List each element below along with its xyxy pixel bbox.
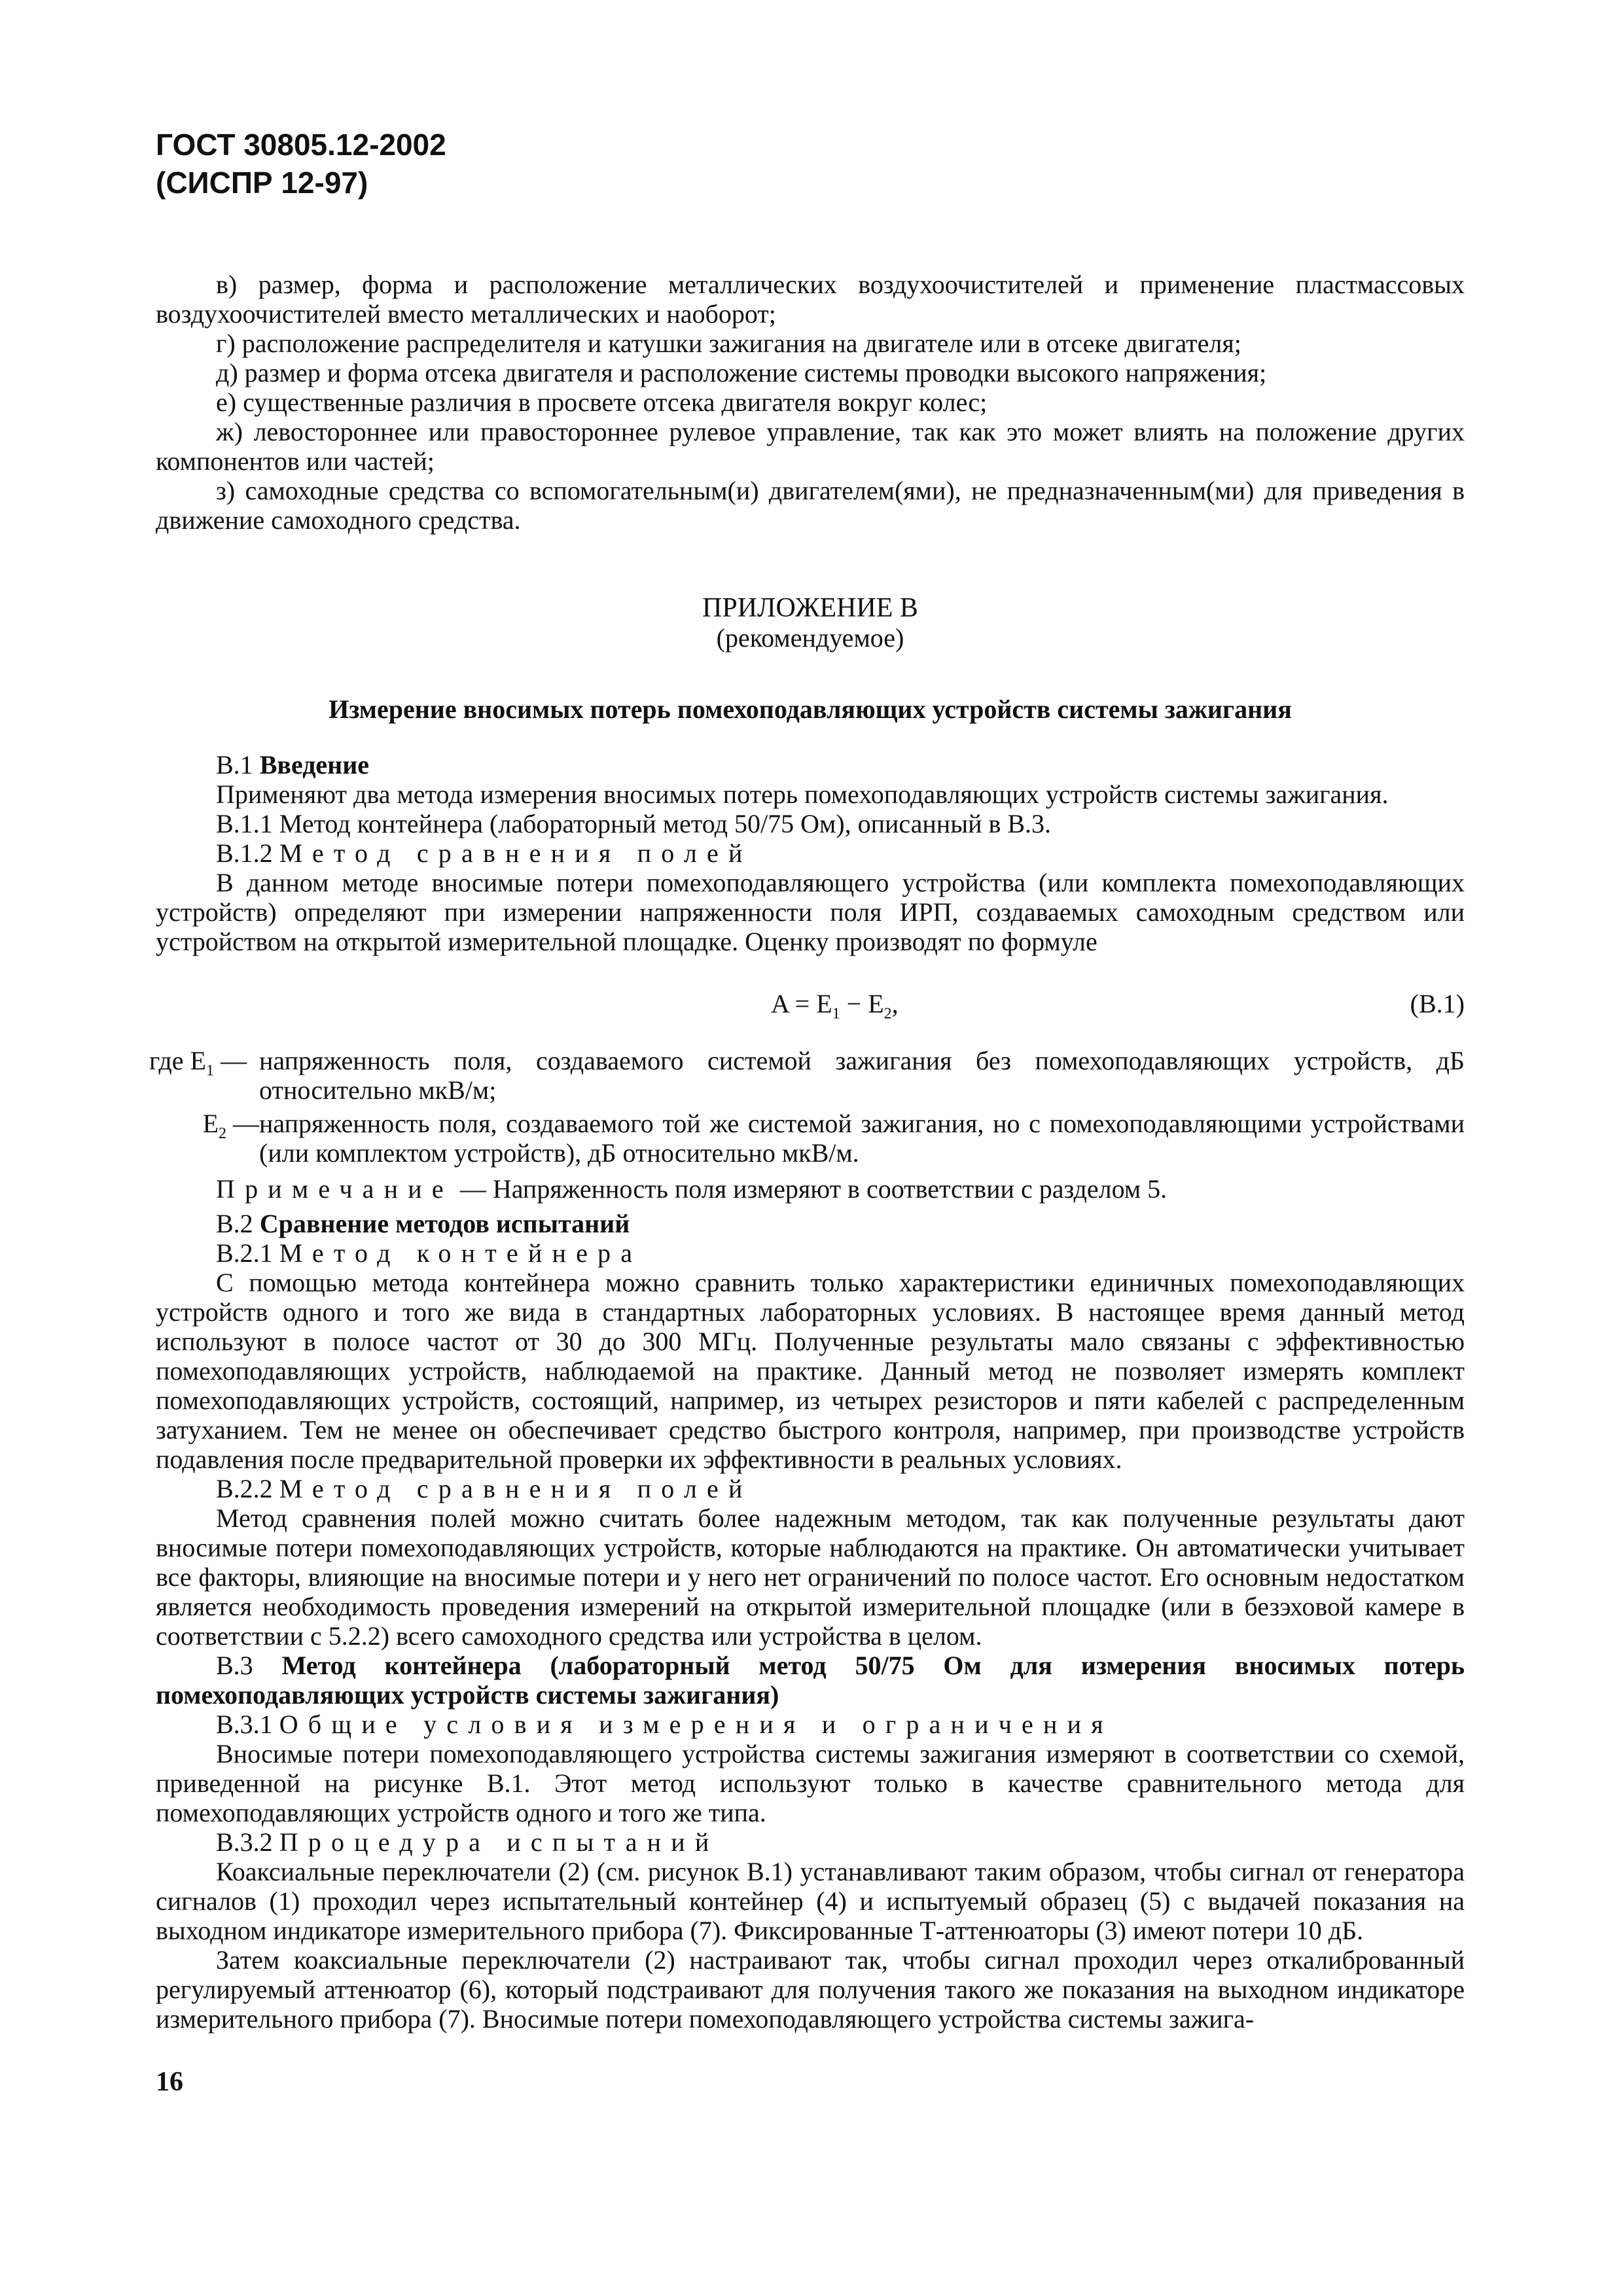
formula-expression [771,989,899,1022]
paragraph: В.1.1 Метод контейнера (лабораторный метод 50/75 Ом), описанный в В.3. [216,809,1052,838]
subsection-number: В.2.2 [216,1474,273,1503]
paragraph: С помощью метода контейнера можно сравнить только характеристики единичных помехоподавляющих устройств одного и того же вида в стандартных лабораторных условиях. В настоящее время данный метод используют в полосе частот от 30 до 300 МГц. Полученные результаты мало связаны с эффективностью помехоподавляющих устройств, наблюдаемой на практике. Данный метод не позволяет измерять комплект помехоподавляющих устройств, состоящий, например, из четырех резисторов и пяти кабелей с распределенным затуханием. Тем не менее он обеспечивает средство быстрого контроля, например, при производстве устройств подавления после предварительной проверки их эффективности в реальных условиях. [156,1268,1465,1474]
subsection-title: Метод сравнения полей [279,1474,753,1503]
standard-number: ГОСТ 30805.12-2002 [156,128,446,162]
subsection-heading [156,1827,1465,1857]
subsection-number: В.3.2 [216,1827,273,1857]
definition-sub: 1 [205,1062,214,1079]
section-heading-b3 [156,1651,1465,1710]
definition-text: напряженность поля, создаваемого той же системой зажигания, но с помехоподавляющими устройствами (или комплектом устройств), дБ относительно мкВ/м. [259,1109,1465,1168]
standard-equivalent: (СИСПР 12-97) [156,166,368,200]
appendix-heading: Измерение вносимых потерь помехоподавляющих устройств системы зажигания [329,694,1292,724]
paragraph: Затем коаксиальные переключатели (2) настраивают так, чтобы сигнал проходил через откалиброванный регулируемый аттенюатор (6), который подстраивают для получения такого же показания на выходном индикаторе измерительного прибора (7). Вносимые потери помехоподавляющего устройства системы зажига- [156,1945,1465,2034]
section-heading-b2 [156,1209,1465,1238]
list-item: в) размер, форма и расположение металлических воздухоочистителей и применение пластмассовых воздухоочистителей вместо металлических и наоборот; [156,270,1465,329]
definition-dash: — [226,1109,259,1138]
formula-minus: − E [840,989,884,1018]
definition-sub: 2 [219,1125,226,1142]
subsection-heading [156,1238,1465,1268]
subsection-title: Общие условия измерения и ограничения [279,1710,1113,1739]
definition-symbol: E [202,1109,219,1138]
list-item: д) размер и форма отсека двигателя и расположение системы проводки высокого напряжения; [216,358,1267,387]
paragraph: В данном методе вносимые потери помехоподавляющего устройства (или комплекта помехоподавляющих устройств) определяют при измерении напряженности поля ИРП, создаваемых самоходным средством или устройством на открытой измерительной площадке. Оценку производят по формуле [156,868,1465,956]
subsection-title: Процедура испытаний [279,1827,719,1857]
section-title: Метод контейнера (лабораторный метод 50/75 Ом для измерения вносимых потерь помехоподавляющих устройств системы зажигания) [156,1651,1465,1710]
list-item: г) расположение распределителя и катушки зажигания на двигателе или в отсеке двигателя; [216,329,1241,358]
subsection-title: Метод контейнера [279,1238,643,1268]
definition-text: напряженность поля, создаваемого системой зажигания без помехоподавляющих устройств, дБ относительно мкВ/м; [259,1046,1465,1105]
definition-dash: — [213,1046,247,1075]
subsection-heading [156,838,1465,868]
section-title: Сравнение методов испытаний [259,1209,630,1238]
subsection-heading [156,1710,1465,1739]
section-number: В.1 [216,750,253,780]
definition-symbol: где E [149,1046,206,1075]
paragraph: Метод сравнения полей можно считать более надежным методом, так как полученные результаты дают вносимые потери помехоподавляющих устройств, которые наблюдаются на практике. Он автоматически учитывает все факторы, влияющие на вносимые потери и у него нет ограничений по полосе частот. Его основным недостатком является необходимость проведения измерений на открытой измерительной площадке (или в безэховой камере в соответствии с 5.2.2) всего самоходного средства или устройства в целом. [156,1503,1465,1651]
subsection-number: В.2.1 [216,1238,273,1268]
subsection-number: В.3.1 [216,1710,273,1739]
list-item: з) самоходные средства со вспомогательным(и) двигателем(ями), не предназначенным(ми) для приведения в движение самоходного средства. [156,476,1465,535]
subsection-title: Метод сравнения полей [279,838,753,868]
document-header [156,126,446,202]
definition-label [149,1046,259,1079]
body-text [149,270,1465,2034]
definition-label [156,1109,259,1142]
note-text: — Напряженность поля измеряют в соответствии с разделом 5. [453,1174,1168,1204]
formula-sub2: 2 [883,1005,892,1022]
formula-number: (В.1) [1410,989,1465,1018]
list-item: е) существенные различия в просвете отсека двигателя вокруг колес; [216,387,988,417]
definition-e1 [149,1046,1465,1105]
list-item: ж) левостороннее или правостороннее рулевое управление, так как это может влиять на положение других компонентов или частей; [156,417,1465,476]
note-label: Примечание [216,1174,454,1204]
formula-sub1: 1 [832,1005,840,1022]
paragraph: Коаксиальные переключатели (2) (см. рисунок В.1) устанавливают таким образом, чтобы сигнал от генератора сигналов (1) проходил через испытательный контейнер (4) и испытуемый образец (5) с выдачей показания на выходном индикаторе измерительного прибора (7). Фиксированные Т-аттенюаторы (3) имеют потери 10 дБ. [156,1857,1465,1945]
paragraph: Вносимые потери помехоподавляющего устройства системы зажигания измеряют в соответствии со схемой, приведенной на рисунке В.1. Этот метод используют только в качестве сравнительного метода для помехоподавляющих устройств одного и того же типа. [156,1739,1465,1827]
appendix-title: ПРИЛОЖЕНИЕ В [702,593,918,623]
definition-e2 [156,1109,1465,1168]
section-number: В.3 [216,1651,253,1680]
section-heading-b1 [156,750,1465,780]
formula-b1 [156,989,1465,1022]
formula-tail: , [891,989,899,1018]
appendix-subtitle: (рекомендуемое) [716,623,904,653]
section-number: В.2 [216,1209,253,1238]
section-title: Введение [259,750,370,780]
subsection-number: В.1.2 [216,838,273,868]
formula-lhs: A = E [771,989,832,1018]
paragraph: Применяют два метода измерения вносимых потерь помехоподавляющих устройств системы зажигания. [216,780,1389,809]
page-number: 16 [156,2067,183,2097]
subsection-heading [156,1474,1465,1503]
note [156,1174,1465,1204]
